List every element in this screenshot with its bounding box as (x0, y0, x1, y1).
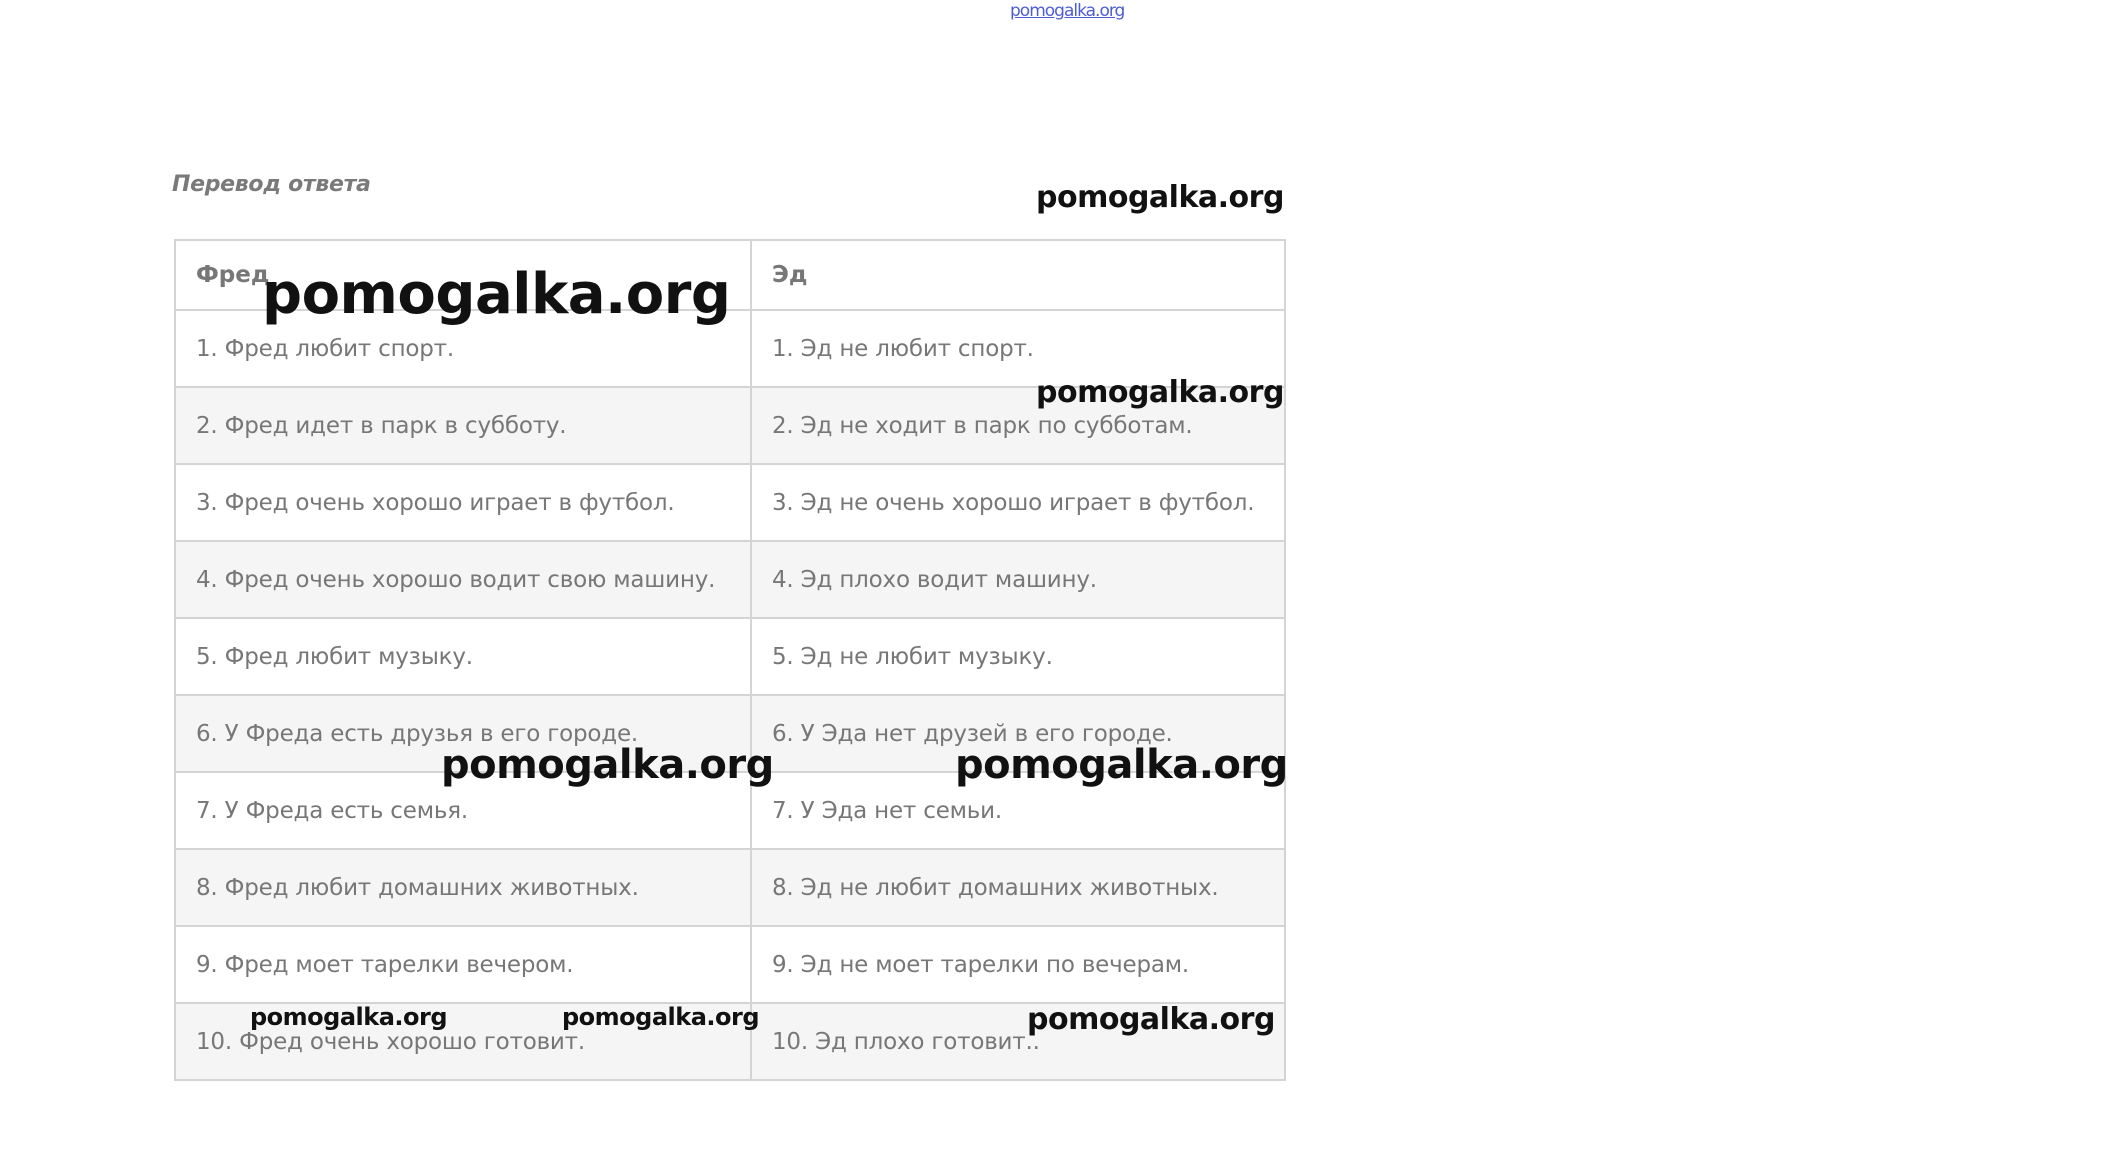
watermark: pomogalka.org (562, 1003, 760, 1031)
table-cell: 4. Фред очень хорошо водит свою машину. (175, 541, 751, 618)
table-cell: 7. У Фреда есть семья. (175, 772, 751, 849)
watermark: pomogalka.org (1036, 180, 1284, 215)
column-header-ed: Эд (751, 240, 1285, 310)
table-cell: 5. Фред любит музыку. (175, 618, 751, 695)
page-title: Перевод ответа (172, 172, 371, 197)
translation-table (174, 239, 1286, 1081)
table-cell: 5. Эд не любит музыку. (751, 618, 1285, 695)
table-cell: 9. Эд не моет тарелки по вечерам. (751, 926, 1285, 1003)
table-cell: 2. Эд не ходит в парк по субботам. (751, 387, 1285, 464)
table-cell: 7. У Эда нет семьи. (751, 772, 1285, 849)
table-cell: 6. У Фреда есть друзья в его городе. (175, 695, 751, 772)
table-cell: 8. Эд не любит домашних животных. (751, 849, 1285, 926)
table-cell: 1. Эд не любит спорт. (751, 310, 1285, 387)
site-link[interactable]: pomogalka.org (1010, 1, 1125, 21)
table-cell: 3. Фред очень хорошо играет в футбол. (175, 464, 751, 541)
column-header-fred: Фред (175, 240, 751, 310)
table-cell: 9. Фред моет тарелки вечером. (175, 926, 751, 1003)
watermark: pomogalka.org (1036, 375, 1284, 410)
table-cell: 10. Фред очень хорошо готовит. (175, 1003, 751, 1080)
table-row (175, 618, 1285, 695)
table-cell: 4. Эд плохо водит машину. (751, 541, 1285, 618)
watermark: pomogalka.org (250, 1003, 448, 1031)
watermark: pomogalka.org (955, 742, 1288, 788)
table-cell: 3. Эд не очень хорошо играет в футбол. (751, 464, 1285, 541)
table-row (175, 464, 1285, 541)
watermark: pomogalka.org (262, 262, 731, 327)
table-cell: 1. Фред любит спорт. (175, 310, 751, 387)
table-row (175, 849, 1285, 926)
table-row (175, 541, 1285, 618)
watermark: pomogalka.org (441, 742, 774, 788)
table-cell: 10. Эд плохо готовит.. (751, 1003, 1285, 1080)
watermark: pomogalka.org (1027, 1002, 1275, 1037)
table-cell: 2. Фред идет в парк в субботу. (175, 387, 751, 464)
table-cell: 6. У Эда нет друзей в его городе. (751, 695, 1285, 772)
table-cell: 8. Фред любит домашних животных. (175, 849, 751, 926)
table-row (175, 926, 1285, 1003)
